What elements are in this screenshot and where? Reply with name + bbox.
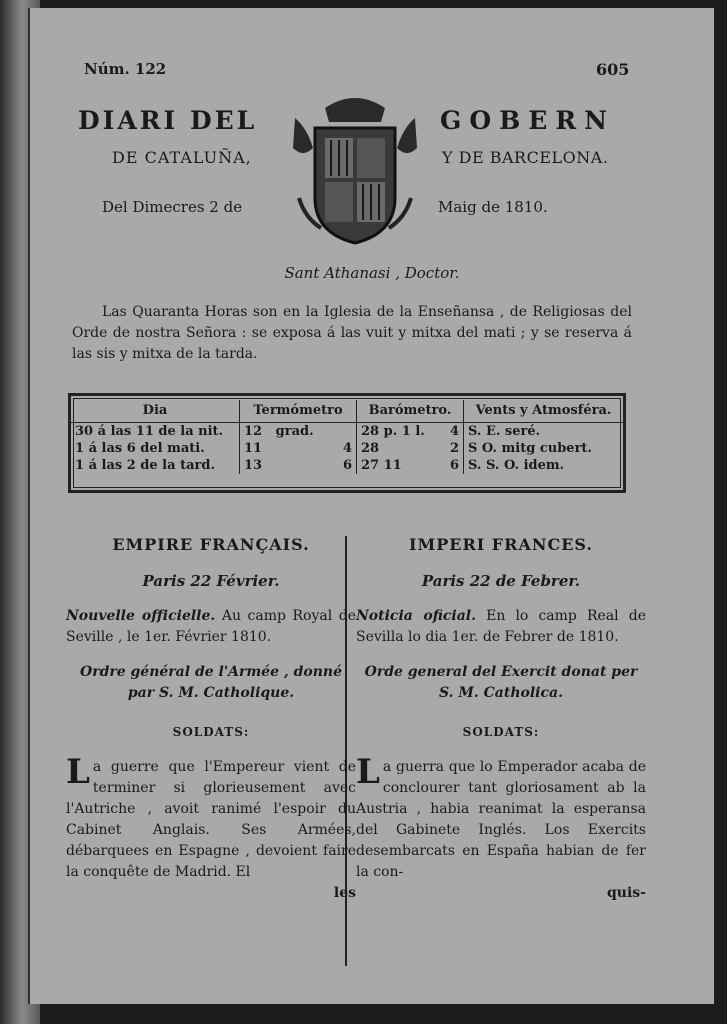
weather-thermo	[240, 440, 357, 457]
weather-baro-fraction: 6	[449, 458, 459, 473]
catalan-news-label: Noticia oficial.	[356, 608, 476, 624]
weather-thermo-fraction: 4	[342, 441, 352, 456]
catalan-body	[356, 752, 646, 883]
weather-thermo-value: 11	[244, 441, 263, 456]
weather-header-day: Dia	[71, 400, 240, 423]
catalan-dateline: Paris 22 de Febrer.	[421, 572, 581, 590]
french-column	[66, 534, 356, 904]
catalan-catchword: quis-	[607, 885, 646, 901]
weather-thermo	[240, 423, 357, 441]
weather-thermo-unit: grad.	[275, 424, 314, 439]
weather-row	[71, 440, 623, 457]
catalan-order-title: Orde general del Exercit donat per S. M. Catholica.	[364, 664, 638, 701]
weather-table	[68, 393, 626, 493]
weather-baro-fraction: 2	[449, 441, 459, 456]
page-number: 605	[596, 60, 630, 79]
issue-number: Núm. 122	[84, 60, 167, 78]
french-catchword: les	[333, 885, 356, 901]
catalan-heading: IMPERI FRANCES.	[409, 535, 593, 554]
weather-thermo-value: 12	[244, 424, 263, 439]
weather-header-wind: Vents y Atmosféra.	[464, 400, 624, 423]
weather-day: 30 á las 11 de la nit.	[71, 423, 240, 441]
french-body	[66, 752, 356, 883]
french-soldats: SOLDATS:	[172, 725, 250, 739]
weather-baro-value: 27 11	[361, 458, 402, 473]
catalan-soldats: SOLDATS:	[462, 725, 540, 739]
weather-day: 1 á las 6 del mati.	[71, 440, 240, 457]
french-news	[66, 606, 356, 648]
masthead-subtitle-left: DE CATALUÑA,	[112, 148, 252, 167]
masthead-title-left: DIARI DEL	[78, 106, 258, 135]
catalan-news	[356, 606, 646, 648]
weather-wind: S. E. seré.	[468, 424, 541, 439]
french-drop-cap: L	[66, 752, 90, 792]
french-heading: EMPIRE FRANÇAIS.	[112, 535, 310, 554]
newspaper-page	[28, 8, 714, 1004]
french-news-text: Au camp Royal de Seville , le 1er. Février 1810.	[66, 608, 356, 645]
weather-wind: S O. mitg cubert.	[468, 441, 592, 456]
catalan-drop-cap: L	[356, 752, 380, 792]
catalan-column	[356, 534, 646, 904]
weather-baro-value: 28	[361, 441, 380, 456]
catalan-body-text: a guerra que lo Emperador acaba de conclourer tant gloriosament ab la Austria , habia reanimat la esperansa del Gabinete Inglés. Los Exercits desembarcats en España habian de fer la con-	[356, 759, 646, 880]
french-news-label: Nouvelle officielle.	[66, 608, 216, 624]
french-body-text: a guerre que l'Empereur vient de terminer si glorieusement avec l'Autriche , avoit ranimé l'espoir du Cabinet Anglais. Ses Armées, débarquees en Espagne , devoient faire la conquête de Madrid. El	[66, 759, 356, 880]
weather-baro	[357, 440, 464, 457]
weather-header-baro: Barómetro.	[357, 400, 464, 423]
weather-day: 1 á las 2 de la tard.	[71, 457, 240, 474]
catalan-news-text: En lo camp Real de Sevilla lo dia 1er. de Febrer de 1810.	[356, 608, 646, 645]
french-order-title: Ordre général de l'Armée , donné par S. M. Catholique.	[80, 664, 342, 701]
coat-of-arms-icon	[285, 88, 425, 248]
weather-baro	[357, 423, 464, 441]
masthead-title-right: GOBERN	[440, 106, 615, 135]
weather-baro-value: 28 p. 1 l.	[361, 424, 425, 439]
church-notice: Las Quaranta Horas son en la Iglesia de la Enseñansa , de Religiosas del Orde de nostra Señora : se exposa á las vuit y mitxa del mati ; y se reserva á las sis y mitxa de la tarda.	[72, 304, 632, 362]
weather-thermo	[240, 457, 357, 474]
french-dateline: Paris 22 Février.	[142, 572, 280, 590]
weather-wind: S. S. O. idem.	[468, 458, 565, 473]
weather-header-row	[71, 400, 623, 423]
date-right: Maig de 1810.	[438, 198, 548, 216]
weather-thermo-value: 13	[244, 458, 263, 473]
weather-header-thermo: Termómetro	[240, 400, 357, 423]
saint-of-the-day: Sant Athanasi , Doctor.	[284, 264, 460, 282]
weather-row	[71, 423, 623, 441]
masthead-subtitle-right: Y DE BARCELONA.	[442, 148, 609, 167]
weather-baro-fraction: 4	[449, 424, 459, 439]
date-left: Del Dimecres 2 de	[102, 198, 243, 216]
weather-baro	[357, 457, 464, 474]
weather-thermo-fraction: 6	[342, 458, 352, 473]
weather-row	[71, 457, 623, 474]
